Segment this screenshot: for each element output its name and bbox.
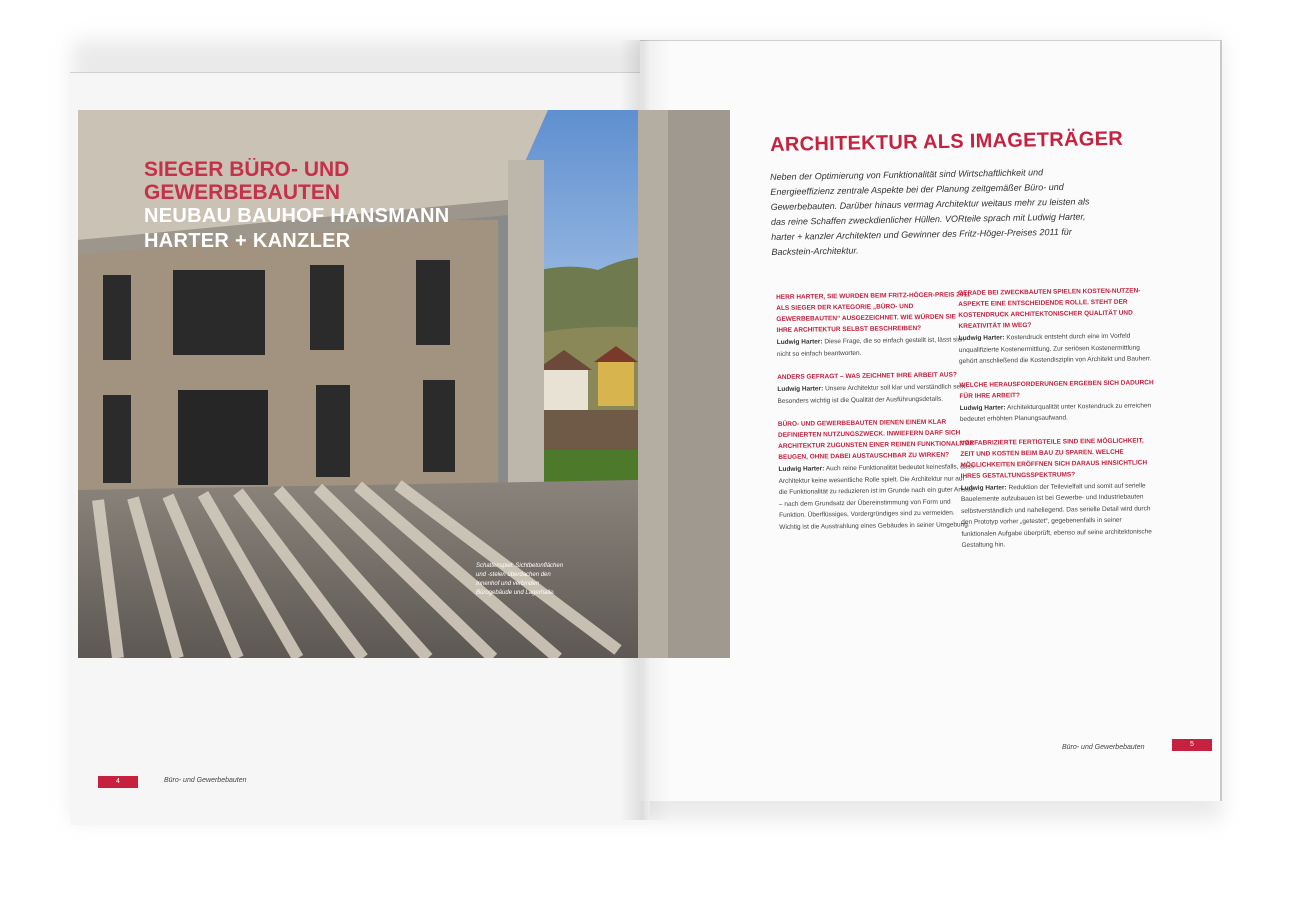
photo-title-red: SIEGER BÜRO- UND GEWERBEBAUTEN	[144, 158, 350, 204]
answer-text: Diese Frage, die so einfach gestellt ist, lässt sich nicht so einfach beantworten.	[776, 336, 965, 358]
answer	[960, 400, 1156, 426]
answer	[777, 381, 973, 407]
answer-text: Reduktion der Teilevielfalt und somit auf serielle Bauelemente aufzubauen ist bei Gewerbe- und Industriebauten selbstverständlich und naheliegend. Das serielle Detail wird durch den Prototyp vorher „getestet“, gegebenenfalls in seiner funktionalen Aufgabe überprüft, ebenso auf seine architektonische Gestaltung hin.	[960, 481, 1152, 549]
qa-block	[776, 289, 973, 360]
question: ANDERS GEFRAGT – WAS ZEICHNET IHRE ARBEIT AUS?	[777, 371, 957, 381]
page-headline: ARCHITEKTUR ALS IMAGETRÄGER	[770, 127, 1124, 156]
page-number-right: 5	[1172, 739, 1212, 751]
lead-paragraph: Neben der Optimierung von Funktionalität sind Wirtschaftlichkeit und Energieeffizienz zentrale Aspekte bei der Planung zeitgemäßer Büro- und Gewerbebauten. Darüber hinaus vermag Architektur weitaus mehr zu leisten als das reine Schaffen zweckdienlicher Hüllen. VORteile sprach mit Ludwig Harter, harter + kanzler Architekten und Gewinner des Fritz-Höger-Preises 2011 für Backstein-Architektur.	[770, 167, 1090, 257]
photo-caption: Schattenspiel: Sichtbetonflächen und -stelen überdachen den Innenhof und verbinden Bürogebäude und Lagerhalle.	[476, 563, 564, 596]
question: GERADE BEI ZWECKBAUTEN SPIELEN KOSTEN-NUTZEN-ASPEKTE EINE ENTSCHEIDENDE ROLLE. STEHT DER KOSTENDRUCK ARCHITEKTONISCHER QUALITÄT UND KREATIVITÄT IM WEG?	[958, 287, 1141, 330]
question: BÜRO- UND GEWERBEBAUTEN DIENEN EINEM KLAR DEFINIERTEN NUTZUNGSZWECK. INWIEFERN DARF SICH ARCHITEKTUR ZUGUNSTEN EINER REINEN FUNKTIONALITÄT BEUGEN, OHNE DABEI AUSTAUSCHBAR ZU WIRKEN?	[777, 418, 974, 461]
answer-text: Unsere Architektur soll klar und verständlich sein. Besonders wichtig ist die Qualität der Ausführungsdetails.	[777, 383, 968, 405]
speaker-label: Ludwig Harter:	[777, 385, 824, 393]
qa-block	[958, 285, 1155, 367]
question: HERR HARTER, SIE WURDEN BEIM FRITZ-HÖGER-PREIS 2011 ALS SIEGER DER KATEGORIE „BÜRO- UND GEWERBEBAUTEN“ AUSGEZEICHNET. WIE WÜRDEN SIE IHRE ARCHITEKTUR SELBST BESCHREIBEN?	[776, 291, 971, 334]
qa-block	[960, 435, 1158, 552]
answer	[959, 330, 1155, 367]
speaker-label: Ludwig Harter:	[776, 338, 823, 346]
project-name: NEUBAU BAUHOF HANSMANN	[144, 205, 450, 227]
footer-left: Büro- und Gewerbebauten	[164, 777, 247, 784]
interview-column-left	[776, 289, 976, 545]
question: VORFABRIZIERTE FERTIGTEILE SIND EINE MÖGLICHKEIT, ZEIT UND KOSTEN BEIM BAU ZU SPAREN. WELCHE MÖGLICHKEITEN ERÖFFNEN SICH DARAUS HINSICHTLICH IHRES GESTALTUNGSSPEKTRUMS?	[960, 436, 1148, 480]
speaker-label: Ludwig Harter:	[960, 483, 1007, 492]
answer-text: Auch reine Funktionalität bedeutet keinesfalls, dass Architektur keine wesentliche Rolle spielt. Die Architektur nur auf die Funktionalität zu reduzieren ist im Grunde nach ein guter Ansatz – nach dem Grundsatz der Übereinstimmung von Form und Funktion. Überflüssiges, Vordergründiges sind zu vermeiden. Wichtig ist die Ausstrahlung eines Gebäudes in seiner Umgebung.	[778, 463, 974, 531]
qa-block	[778, 416, 976, 533]
qa-block	[959, 377, 1156, 426]
answer-text: Kostendruck entsteht durch eine im Vorfeld unqualifizierte Kostenermittlung. Zur seriösen Kostenermittlung gehört anschließend die Kostendisziplin von Architekt und Bauherr.	[958, 332, 1152, 365]
photo-title-white	[144, 204, 524, 254]
answer	[961, 480, 1158, 552]
page-number-left: 4	[98, 776, 138, 788]
speaker-label: Ludwig Harter:	[958, 334, 1005, 342]
question: WELCHE HERAUSFORDERUNGEN ERGEBEN SICH DADURCH FÜR IHRE ARBEIT?	[959, 378, 1154, 400]
footer-right: Büro- und Gewerbebauten	[1062, 744, 1145, 751]
answer-text: Architekturqualität unter Kostendruck zu erreichen bedeutet erhöhten Planungsaufwand.	[959, 401, 1152, 423]
speaker-label: Ludwig Harter:	[959, 403, 1006, 412]
answer	[778, 461, 975, 533]
interview-column-right	[958, 285, 1158, 563]
building-photo	[78, 110, 730, 658]
qa-block	[777, 369, 973, 407]
architect-name: HARTER + KANZLER	[144, 230, 351, 252]
answer	[777, 334, 973, 360]
speaker-label: Ludwig Harter:	[778, 465, 825, 473]
